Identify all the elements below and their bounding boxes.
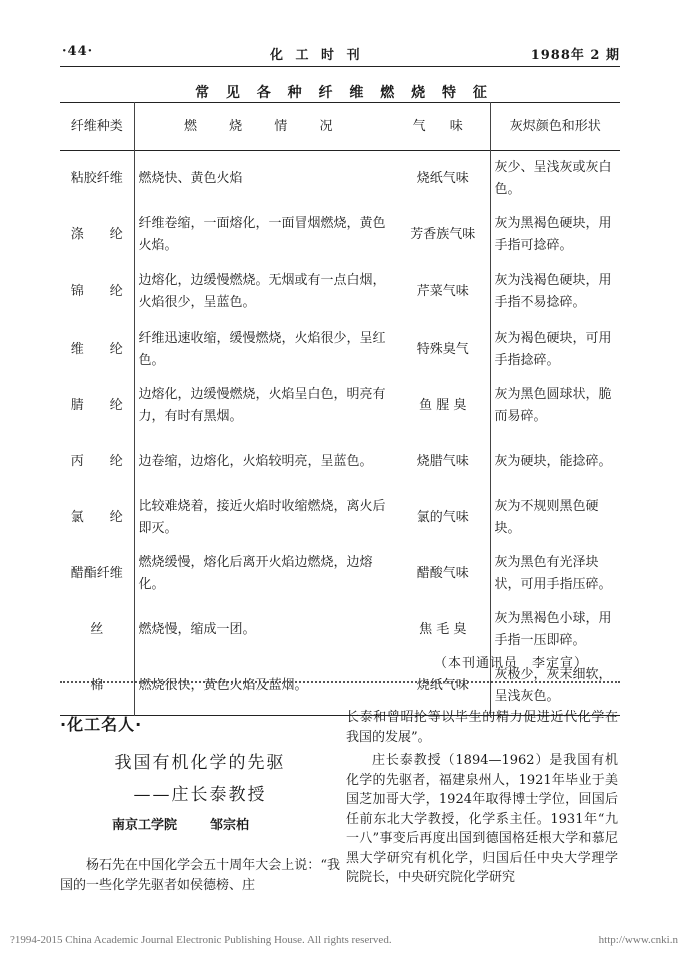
paragraph: 庄长泰教授（1894—1962）是我国有机化学的先驱者，福建泉州人，1921年毕业于美国芝加哥大学，1924年取得博士学位，回国后任前东北大学教授，化学系主任。1931年“九一八”事变后再度出国到德国格廷根大学和慕尼黑大学研究有机化学，归国后任中央大学理学院院长，中央研究院化学研究	[346, 753, 618, 885]
page-number: ·44·	[62, 44, 94, 59]
table-row	[60, 546, 620, 602]
table-row	[60, 378, 620, 434]
table-credit: （本刊通讯员 李定宣）	[433, 656, 588, 671]
smell: 氯的气味	[396, 490, 490, 546]
ash-description: 灰少、呈浅灰或灰白色。	[494, 159, 612, 197]
burn-behavior: 燃烧缓慢，熔化后离开火焰边燃烧，边熔化。	[134, 546, 396, 602]
table-row	[60, 263, 620, 322]
issue-label: 1988年 2 期	[530, 48, 620, 63]
burn-behavior: 燃烧很快，黄色火焰及蓝烟。	[134, 658, 396, 716]
article-subtitle: ——庄长泰教授	[133, 785, 267, 805]
fiber-kind: 粘胶纤维	[70, 170, 123, 186]
ash-description: 灰为浅褐色硬块，用手指不易捻碎。	[494, 273, 612, 310]
col-header-smell: 气 味	[396, 103, 490, 151]
fiber-kind: 氯 纶	[70, 509, 123, 525]
footer-url: http://www.cnki.n	[598, 934, 678, 946]
smell: 鱼 腥 臭	[396, 378, 490, 434]
smell: 烧纸气味	[396, 658, 490, 716]
smell: 芳香族气味	[396, 207, 490, 263]
ash-description: 灰为褐色硬块，可用手指捻碎。	[494, 330, 612, 368]
fiber-burning-table	[60, 102, 620, 716]
col-header-burn: 燃 烧 情 况	[134, 103, 396, 151]
ash-description: 灰为硬块，能捻碎。	[494, 453, 612, 469]
burn-behavior: 纤维迅速收缩，缓慢燃烧，火焰很少，呈红色。	[134, 322, 396, 378]
table-header-row	[60, 103, 620, 151]
fiber-kind: 醋酯纤维	[70, 565, 123, 581]
table-row	[60, 602, 620, 658]
author-institution: 南京工学院	[112, 818, 178, 833]
article-title: 我国有机化学的先驱	[114, 753, 286, 773]
table-row	[60, 322, 620, 378]
fiber-kind: 丝	[90, 621, 104, 637]
ash-description: 灰为不规则黑色硬块。	[494, 498, 599, 536]
table-row	[60, 434, 620, 490]
ash-description: 灰为黑色圆球状，脆而易碎。	[494, 386, 612, 424]
fiber-kind: 涤 纶	[70, 226, 123, 242]
ash-description: 灰为黑褐色小球，用手指一压即碎。	[494, 610, 612, 648]
burn-behavior: 边熔化，边缓慢燃烧。无烟或有一点白烟，火焰很少，呈蓝色。	[134, 263, 396, 322]
table-row	[60, 490, 620, 546]
smell: 醋酸气味	[396, 546, 490, 602]
fiber-kind: 维 纶	[70, 341, 123, 357]
section-label: ·化工名人·	[60, 715, 143, 734]
fiber-kind: 腈 纶	[70, 397, 123, 413]
fiber-kind: 丙 纶	[70, 453, 123, 469]
smell: 芹菜气味	[396, 263, 490, 322]
ash-description: 灰为黑褐色硬块，用手指可捻碎。	[494, 215, 612, 253]
smell: 特殊臭气	[396, 322, 490, 378]
burn-behavior: 比较难烧着，接近火焰时收缩燃烧，离火后即灭。	[134, 490, 396, 546]
ash-description: 灰极少，灰末细软，呈浅灰色。	[494, 667, 612, 705]
col-header-kind: 纤维种类	[70, 118, 123, 134]
journal-name: 化 工 时 刊	[270, 48, 364, 63]
table-title: 常 见 各 种 纤 维 燃 烧 特 征	[195, 85, 493, 101]
table-row	[60, 207, 620, 263]
smell: 烧纸气味	[396, 151, 490, 207]
paragraph: 杨石先在中国化学会五十周年大会上说：“我国的一些化学先驱者如侯德榜、庄	[60, 858, 340, 893]
smell: 烧腊气味	[396, 434, 490, 490]
burn-behavior: 边卷缩，边熔化，火焰较明亮，呈蓝色。	[134, 434, 396, 490]
smell: 焦 毛 臭	[396, 602, 490, 658]
article-body-left	[60, 856, 340, 896]
page-footer	[10, 934, 678, 946]
burn-behavior: 边熔化，边缓慢燃烧，火焰呈白色，明亮有力，有时有黑烟。	[134, 378, 396, 434]
table-row	[60, 151, 620, 207]
section-divider	[60, 681, 620, 683]
paragraph: 长泰和曾昭抡等以毕生的精力促进近代化学在我国的发展”。	[346, 710, 618, 745]
burn-behavior: 纤维卷缩，一面熔化，一面冒烟燃烧，黄色火焰。	[134, 207, 396, 263]
burn-behavior: 燃烧快、黄色火焰	[134, 151, 396, 207]
ash-description: 灰为黑色有光泽块状，可用手指压碎。	[494, 554, 612, 592]
article-body-right	[346, 708, 618, 888]
copyright-notice: ?1994-2015 China Academic Journal Electronic Publishing House. All rights reserved.	[10, 934, 392, 946]
fiber-kind: 锦 纶	[70, 284, 123, 299]
fiber-kind: 棉	[90, 678, 104, 694]
author-name: 邹宗柏	[210, 818, 250, 833]
header-rule	[60, 66, 620, 67]
burn-behavior: 燃烧慢，缩成一团。	[134, 602, 396, 658]
col-header-ash: 灰烬颜色和形状	[509, 118, 601, 134]
